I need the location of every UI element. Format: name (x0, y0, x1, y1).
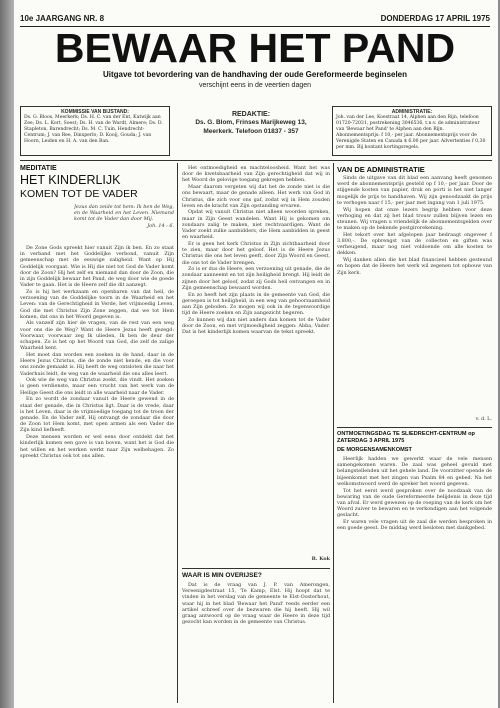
book-spine (0, 0, 14, 708)
ontmoeting-body (337, 456, 492, 702)
ontmoeting-paragraph: Heerlijk hadden we gewerkt waar de vele mensen samengekomen waren. De zaal was geheel gevuld met belangstellenden uit het gehele land. De voorzitter opende de bijeenkomst met het zingen van Psalm 84 en gebed. Na het welkomstwoord werd de spreker het woord gegeven. (337, 456, 492, 487)
overijse-paragraph: Dat is de vraag van J. P. van Amerongen, Vereenigdestraat 15, 'Te Kamp, Elst. Hij hoopt dat te vinden in het verslag van de gemeente te Elst-Oosterhout, waar hij in het blad 'Bewaar het Pand' reeds eerder een artikel schreef over de bezwaren die hij heeft. Hij wil graag antwoord op de vraag waar de Heere in deze tijd gezocht kan worden in de gemeente van Christus. (182, 582, 330, 626)
meditatie-reference: Joh. 14 : 6. (147, 222, 174, 229)
meditatie-body (20, 245, 174, 703)
masthead-frequency: verschijnt eens in de veertien dagen (198, 82, 312, 89)
meditatie-paragraph: Als vanzelf zijn hier de vragen, van de rest van een weg voor ons die de Weg? Want de Heere Jezus heeft gezegd: Voorwaar, voorwaar zeg Ik ulieden, Ik ben de deur der schapen. Zo is het op het Woord van God, die zelf de zalige Waarheid kent. (20, 320, 174, 352)
middle-paragraph: Zo kunnen wij dan niet anders dan komen tot de Vader door de Zoon, en met vrijmoedigheid zeggen: Abba, Vader. Dat is het kinderlijk komen waarvan de tekst spreekt. (182, 316, 330, 336)
middle-paragraph: Opdat wij vanuit Christus niet alleen woorden spreken, maar in Zijn Geest wandelen. Want Hij is gekomen om zondaars zalig te maken, niet rechtvaardigen. Want de Vader zoekt zulke aanbidders, die Hem aanbidden in geest en waarheid. (182, 209, 330, 241)
masthead-subtitle: Uitgave tot bevordering van de handhaving der oude Gereformeerde beginselen (102, 70, 408, 79)
overijse-body (182, 582, 330, 702)
middle-body (182, 165, 330, 555)
column-rule-2 (333, 163, 334, 703)
meditatie-paragraph: Ook wie de weg van Christus zoekt, die vindt. Het zoeken is geen verdienste, maar een vrucht van het werk van de Heilige Geest die ons leidt in alle waarheid naar de Vader. (20, 377, 174, 396)
middle-paragraph: Zo is er dus de Heere, een verzoening uit genade, die de zondaar aanneemt en tot zijn heiligheid brengt. Hij leidt de zijnen door het geloof, zodat zij Gods heil ontvangen en in Zijn gemeenschap bewaard worden. (182, 266, 330, 291)
commissie-text: Ds. G. Bloos, Meerkerk; Ds. H. C. van der Ent, Katwijk aan Zee; Ds. L. Kort, Soest; Ds. H. van de Wardt, Almere; Ds. D. Stapleton, Barendrecht; Ds. M. C. Tuin, Hendrecht-Centrum; J. van Ree, Dinxperlo; D. Kooij, Gouda; J. van Hoorn, Leiden en H. A. van den Ban. (24, 115, 163, 144)
middle-paragraph: Het ontmoedigheid en machteloosheid. Want het was door de kwetsbaarheid van Zijn gerechtigheid dat wij in het Woord de gelovige toegang gekregen hebben. (182, 165, 330, 184)
redactie-address: Ds. G. Blom, Frinses Marijkeweg 13, (195, 119, 307, 126)
issue-date: DONDERDAG 17 APRIL 1975 (380, 14, 490, 23)
ontmoeting-title: ONTMOETINGSDAG TE SLIEDRECHT-CENTRUM op ZATERDAG 3 APRIL 1975 (337, 431, 475, 444)
administratie-heading: ADMINISTRATIE: (391, 109, 433, 115)
ontmoeting-paragraph: Er waren vele vragen uit de zaal die werden besproken in een goede geest. De middag werd besloten met dankgebed. (337, 519, 492, 532)
meditatie-title-1: HET KINDERLIJK (20, 173, 121, 187)
meditatie-paragraph: De Zone Gods spreekt hier vanuit Zijn ik ben. En zo staat in verband met het Goddelijke verbond, vanuit Zijn gemeenschap met de eeuwige zaligheid. Want op Hij Goddelijk voorgaat. Wie is Hij die niet tot God de Vader komt door de Zoon? Hij het zelf en niemand dan door de Zoon, die in zijn Goddelijk bewaar het Pand, de weg door wie de goede Vader te gaan. Het is de Heere zelf die dit aanzegt. (20, 245, 174, 289)
ontmoeting-paragraph: Tot het eerst werd gesproken over de noodzaak van de bewaring van de oude Gereformeerde belijdenis in deze tijd van afval. Er werd gewezen op de roeping van de kerk om het Woord zuiver te bewaren en te verkondigen aan het volgende geslacht. (337, 487, 492, 519)
ontmoeting-divider (337, 427, 492, 428)
meditatie-title-2: KOMEN TOT DE VADER (20, 188, 138, 200)
column-rule-1 (177, 163, 178, 703)
administratie-box (332, 106, 492, 156)
middle-paragraph: En zo heeft het zijn plaats in de gemeente van God, die geroepen is tot heiligheid, in een weg van gehoorzaamheid aan Zijn geboden. Zo mogen wij ook in de tegenwoordige tijd de Heere zoeken en Zijn aangezicht begeren. (182, 291, 330, 317)
meditatie-quote (74, 204, 174, 242)
meditatie-paragraph: En zo wordt de zondaar vanuit de Heere gewend in de staat der genade, die in Christus ligt. Daar is de vrede, daar is het Leven, daar is de vrijmoedige toegang tot de troon der genade. En de Vader zelf, Hij ontvangt de zondaar die door de Zoon tot Hem komt, met open armen als een Vader die Zijn kind liefheeft. (20, 396, 174, 434)
ontmoeting-subtitle: DE MORGENSAMENKOMST (337, 447, 412, 453)
commissie-box (20, 106, 170, 156)
redactie-phone: Meerkerk. Telefoon 01837 - 357 (203, 128, 299, 135)
admin-paragraph: Wij hopen dat onze lezers begrip hebben voor deze verhoging en dat zij het blad trouw zullen blijven lezen en steunen. Wij vragen u vriendelijk de abonnementsgelden over te maken op de bekende postgirorekening. (337, 206, 492, 232)
commissie-heading: KOMMISSIE VAN BIJSTAND: (61, 109, 129, 115)
admin-signature: v. d. L. (475, 416, 492, 422)
overijse-divider (182, 568, 330, 569)
meditatie-paragraph: Het moet dan worden een zoeken in de hand, daar in de Heere Jezus Christus, die de zonde niet kende, en die voor ons zonde gemaakt is. Hij heeft de weg ontsloten die naar het Vaderhuis leidt, de weg van de waarheid die ons alles leert. (20, 351, 174, 377)
admin-paragraph: Wij danken allen die het blad financieel hebben gesteund en hopen dat de Heere het werk wil zegenen tot opbouw van Zijn kerk. (337, 257, 492, 276)
meditatie-label: MEDITATIE (20, 165, 57, 172)
middle-signature: B. Kok (311, 556, 330, 562)
admin-paragraph: Het tekort over het afgelopen jaar bedraagt ongeveer f 3.800,-. De opbrengst van de collecten en giften was verheugend, maar nog niet voldoende om alle kosten te dekken. (337, 231, 492, 257)
newspaper-page (14, 0, 498, 708)
middle-paragraph: Er is geen het kerk Christus in Zijn zichtbaarheid door te zien, maar door het geloof. Het is de Heere Jezus Christus die ons het leven geeft, door Zijn Woord en Geest, die ons tot de Vader brengen. (182, 240, 330, 266)
header-divider (20, 160, 492, 161)
admin-paragraph: Sinds de uitgave van dit blad een aanvang heeft genomen werd de abonnementsprijs gesteld op f 10,- per jaar. Door de stijgende kosten van papier, druk en porti is het niet langer mogelijk de prijs te handhaven. Wij zijn genoodzaakt de prijs te verhogen naar f 15,- per jaar met ingang van 1 juli 1975. (337, 175, 492, 206)
admin-article-body (337, 175, 492, 415)
middle-paragraph: Maar daarom vergeten wij dat het de zonde niet is die ons bewaart, maar de genade alleen. Het werk van God in Christus, die zich voor ons gaf, zodat wij in Hem zouden leven en de kracht van Zijn opstanding ervaren. (182, 184, 330, 209)
admin-article-title: VAN DE ADMINISTRATIE (337, 165, 425, 174)
redactie-box (176, 106, 326, 156)
redactie-heading: REDAKTIE: (231, 111, 271, 118)
issue-number: 10e JAARGANG NR. 8 (20, 14, 105, 23)
administratie-text: Joh. van der Lee, Koestraat 14, Alphen aan den Rijn, telefoon 01720-72031, postrekening 3046536, t.n.v. de administrateur van 'Bewaar het Pand' te Alphen aan den Rijn. Abonnementsprijs: f 10,- per jaar. Abonnementsprijs voor de Verenigde Staten en Canada $ 6.00 per jaar. Advertenties f 0,30 per mm. Bij kontant kortingsregels. (336, 115, 486, 150)
meditatie-paragraph: Zo is hij het werkzaam en openbaren van dat heil, de verzoening van de Goddelijke toorn in de Waarheid en het Leven: van de Gerechtigheid in Verde, het vrijmoedig Leven, God die met Christus Zijn Zone zeggen, dat we tot Hem komen, dat ons in het Woord gegeven is. (20, 288, 174, 320)
overijse-title: WAAR IS MIN OVERIJSE? (182, 572, 262, 579)
meditatie-paragraph: Deze mensen worden er wel eens door ontdekt dat het kinderlijk komen een gave is van boven, want het is God die het willen en het werken werkt naar Zijn welbehagen. Zo spreekt Christus ook tot ons allen. (20, 434, 174, 459)
meditatie-quote-text: Jezus dan zeide tot hem: Ik ben de Weg, en de Waarheid en het Leven. Niemand komt tot de Vader dan door Mij. (74, 204, 174, 223)
masthead-title: BEWAAR HET PAND (54, 25, 456, 71)
